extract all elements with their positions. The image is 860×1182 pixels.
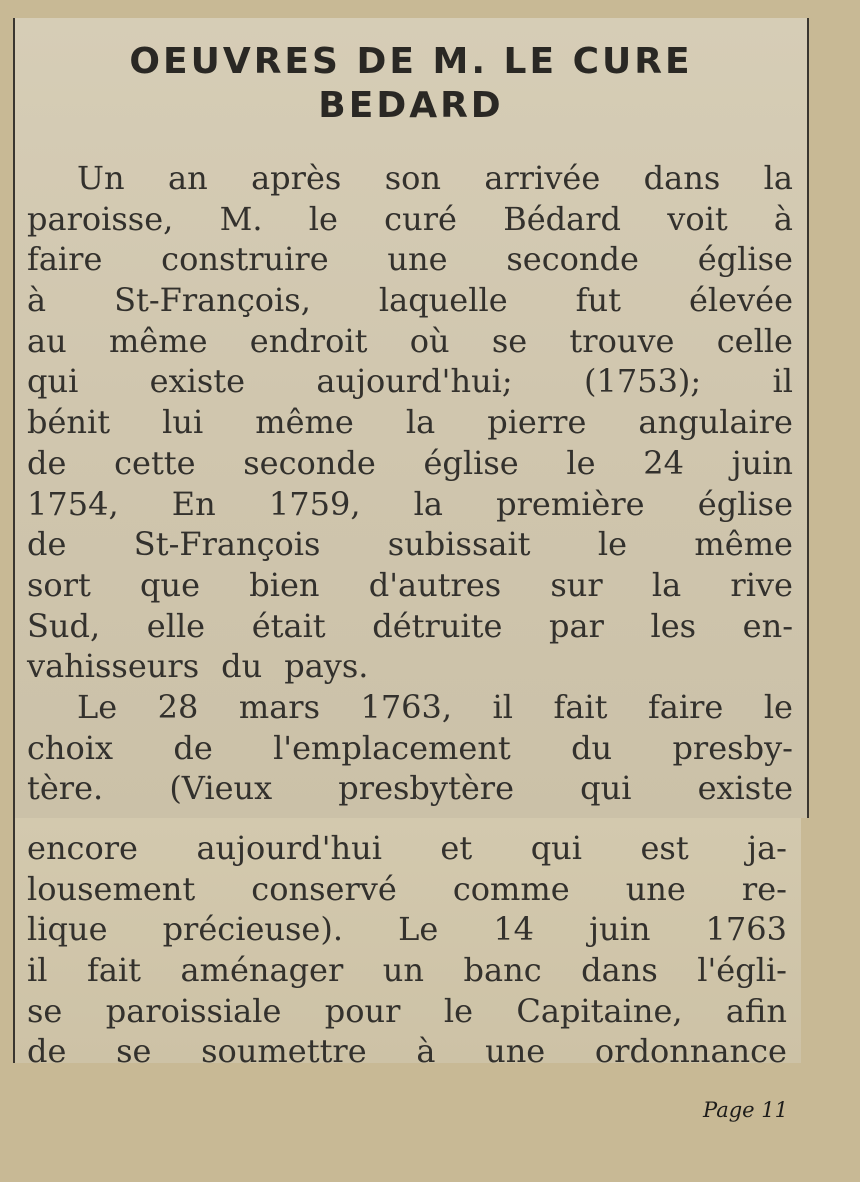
text-line (27, 606, 793, 647)
word: paroissiale (105, 991, 282, 1030)
word: église (697, 240, 793, 279)
word: une (625, 869, 686, 908)
word: paroisse, (27, 199, 174, 238)
word: la (651, 565, 682, 604)
word: le (566, 443, 596, 482)
word: église (697, 484, 793, 523)
word: le (308, 199, 338, 238)
word: fait (86, 951, 141, 990)
word: aménager (180, 951, 344, 990)
word: même (694, 525, 793, 564)
newspaper-clipping-bottom (13, 818, 801, 1063)
word: de (27, 443, 67, 482)
word: fait (553, 687, 608, 726)
word: bien (249, 565, 320, 604)
text-line (27, 909, 787, 950)
word: laquelle (378, 281, 508, 320)
title-line-1: OEUVRES DE M. LE CURE (129, 41, 693, 82)
word: pierre (487, 403, 587, 442)
word: seconde (506, 240, 639, 279)
word: 14 (493, 910, 535, 949)
word: qui (580, 769, 632, 808)
word: En (171, 484, 216, 523)
text-line (27, 280, 793, 321)
text-line (27, 239, 793, 280)
word: juin (731, 443, 793, 482)
word: 24 (643, 443, 684, 482)
word: ordonnance (594, 1032, 787, 1063)
word: il (492, 687, 513, 726)
word: endroit (249, 321, 368, 360)
word: détruite (372, 606, 503, 645)
word: du (221, 647, 263, 686)
paragraph-2-bottom (15, 828, 801, 1063)
text-line (27, 158, 793, 199)
word: elle (146, 606, 206, 645)
word: que (140, 565, 201, 604)
word: ja- (747, 829, 787, 867)
word: faire (647, 687, 724, 726)
text-line (27, 524, 793, 565)
word: à (773, 199, 793, 238)
word: comme (452, 869, 570, 908)
text-line (27, 1031, 787, 1063)
word: conservé (251, 869, 397, 908)
word: existe (149, 362, 246, 401)
word: après (251, 159, 342, 197)
text-line (27, 361, 793, 402)
word: M. (219, 199, 263, 238)
word: la (763, 159, 793, 197)
word: Le (398, 910, 439, 949)
word: Bédard (503, 199, 621, 238)
word: Un (77, 159, 125, 197)
text-line (27, 565, 793, 606)
word: dans (581, 951, 658, 990)
word: 1759, (268, 484, 361, 523)
newspaper-clipping-top (13, 18, 809, 818)
word: en- (742, 606, 793, 645)
word: choix (27, 728, 114, 767)
text-line (27, 950, 787, 991)
word: du (571, 728, 613, 767)
text-line (27, 646, 793, 687)
word: aujourd'hui; (316, 362, 513, 401)
page-number: Page 11 (703, 1098, 788, 1122)
word: soumettre (201, 1032, 367, 1063)
word: tère. (27, 769, 104, 808)
word: qui (27, 362, 79, 401)
word: qui (530, 829, 583, 867)
word: le (443, 991, 473, 1030)
word: 1763 (705, 910, 787, 949)
word: mars (238, 687, 320, 726)
word: existe (697, 769, 793, 808)
word: sort (27, 565, 91, 604)
word: Sud, (27, 606, 101, 645)
word: l'égli- (697, 951, 787, 990)
word: précieuse). (162, 910, 343, 949)
word: afin (725, 991, 787, 1030)
word: banc (463, 951, 542, 990)
word: St-François (133, 525, 321, 564)
word: sur (550, 565, 603, 604)
word: an (167, 159, 208, 197)
article-title (15, 40, 807, 128)
word: et (440, 829, 473, 867)
word: construire (161, 240, 329, 279)
word: au (27, 321, 67, 360)
word: la (405, 403, 436, 442)
word: trouve (569, 321, 675, 360)
word: la (413, 484, 443, 523)
word: Le (77, 687, 118, 726)
text-line (27, 199, 793, 240)
word: se (116, 1032, 152, 1063)
word: église (423, 443, 519, 482)
word: d'autres (368, 565, 502, 604)
word: 28 (157, 687, 199, 726)
word: pour (324, 991, 401, 1030)
word: pays. (284, 647, 369, 686)
text-line (27, 869, 787, 910)
word: presbytère (338, 769, 515, 808)
word: celle (716, 321, 793, 360)
word: angulaire (638, 403, 793, 442)
word: de (27, 1032, 67, 1063)
word: où (409, 321, 450, 360)
word: un (382, 951, 425, 990)
word: élevée (688, 281, 793, 320)
word: St-François, (114, 281, 311, 320)
word: l'emplacement (273, 728, 511, 767)
word: est (640, 829, 689, 867)
word: (1753); (584, 362, 702, 401)
word: son (384, 159, 441, 197)
title-line-2: BEDARD (318, 85, 504, 126)
word: arrivée (484, 159, 601, 197)
text-line (27, 687, 793, 728)
word: juin (589, 910, 651, 949)
word: bénit (27, 403, 111, 442)
word: seconde (243, 443, 376, 482)
word: dans (643, 159, 721, 197)
word: subissait (387, 525, 531, 564)
word: se (491, 321, 528, 360)
text-line (27, 402, 793, 443)
word: 1763, (360, 687, 453, 726)
word: les (650, 606, 697, 645)
word: il (27, 951, 48, 990)
text-line (27, 321, 793, 362)
word: première (496, 484, 645, 523)
word: à (27, 281, 47, 320)
paragraph-1 (15, 158, 807, 687)
word: une (387, 240, 448, 279)
word: Capitaine, (516, 991, 683, 1030)
word: de (27, 525, 67, 564)
paragraph-2-top (15, 687, 807, 809)
word: aujourd'hui (196, 829, 382, 867)
word: faire (27, 240, 103, 279)
word: presby- (672, 728, 793, 767)
word: fut (575, 281, 621, 320)
text-line (27, 728, 793, 769)
word: même (255, 403, 354, 442)
word: (Vieux (169, 769, 273, 808)
word: lui (162, 403, 204, 442)
text-line (27, 768, 793, 809)
word: 1754, (27, 484, 119, 523)
word: vahisseurs (27, 647, 200, 686)
word: rive (730, 565, 793, 604)
word: curé (384, 199, 457, 238)
text-line (27, 991, 787, 1032)
word: lousement (27, 869, 196, 908)
word: voit (667, 199, 728, 238)
word: à (416, 1032, 436, 1063)
word: une (485, 1032, 546, 1063)
word: le (597, 525, 628, 564)
word: lique (27, 910, 108, 949)
word: par (549, 606, 604, 645)
word: se (27, 991, 63, 1030)
word: de (173, 728, 213, 767)
word: était (251, 606, 326, 645)
word: re- (741, 869, 787, 908)
word: il (772, 362, 793, 401)
word: même (108, 321, 208, 360)
word: cette (114, 443, 196, 482)
word: le (763, 687, 793, 726)
text-line (27, 443, 793, 484)
word: encore (27, 829, 138, 867)
text-line (27, 484, 793, 525)
text-line (27, 828, 787, 869)
